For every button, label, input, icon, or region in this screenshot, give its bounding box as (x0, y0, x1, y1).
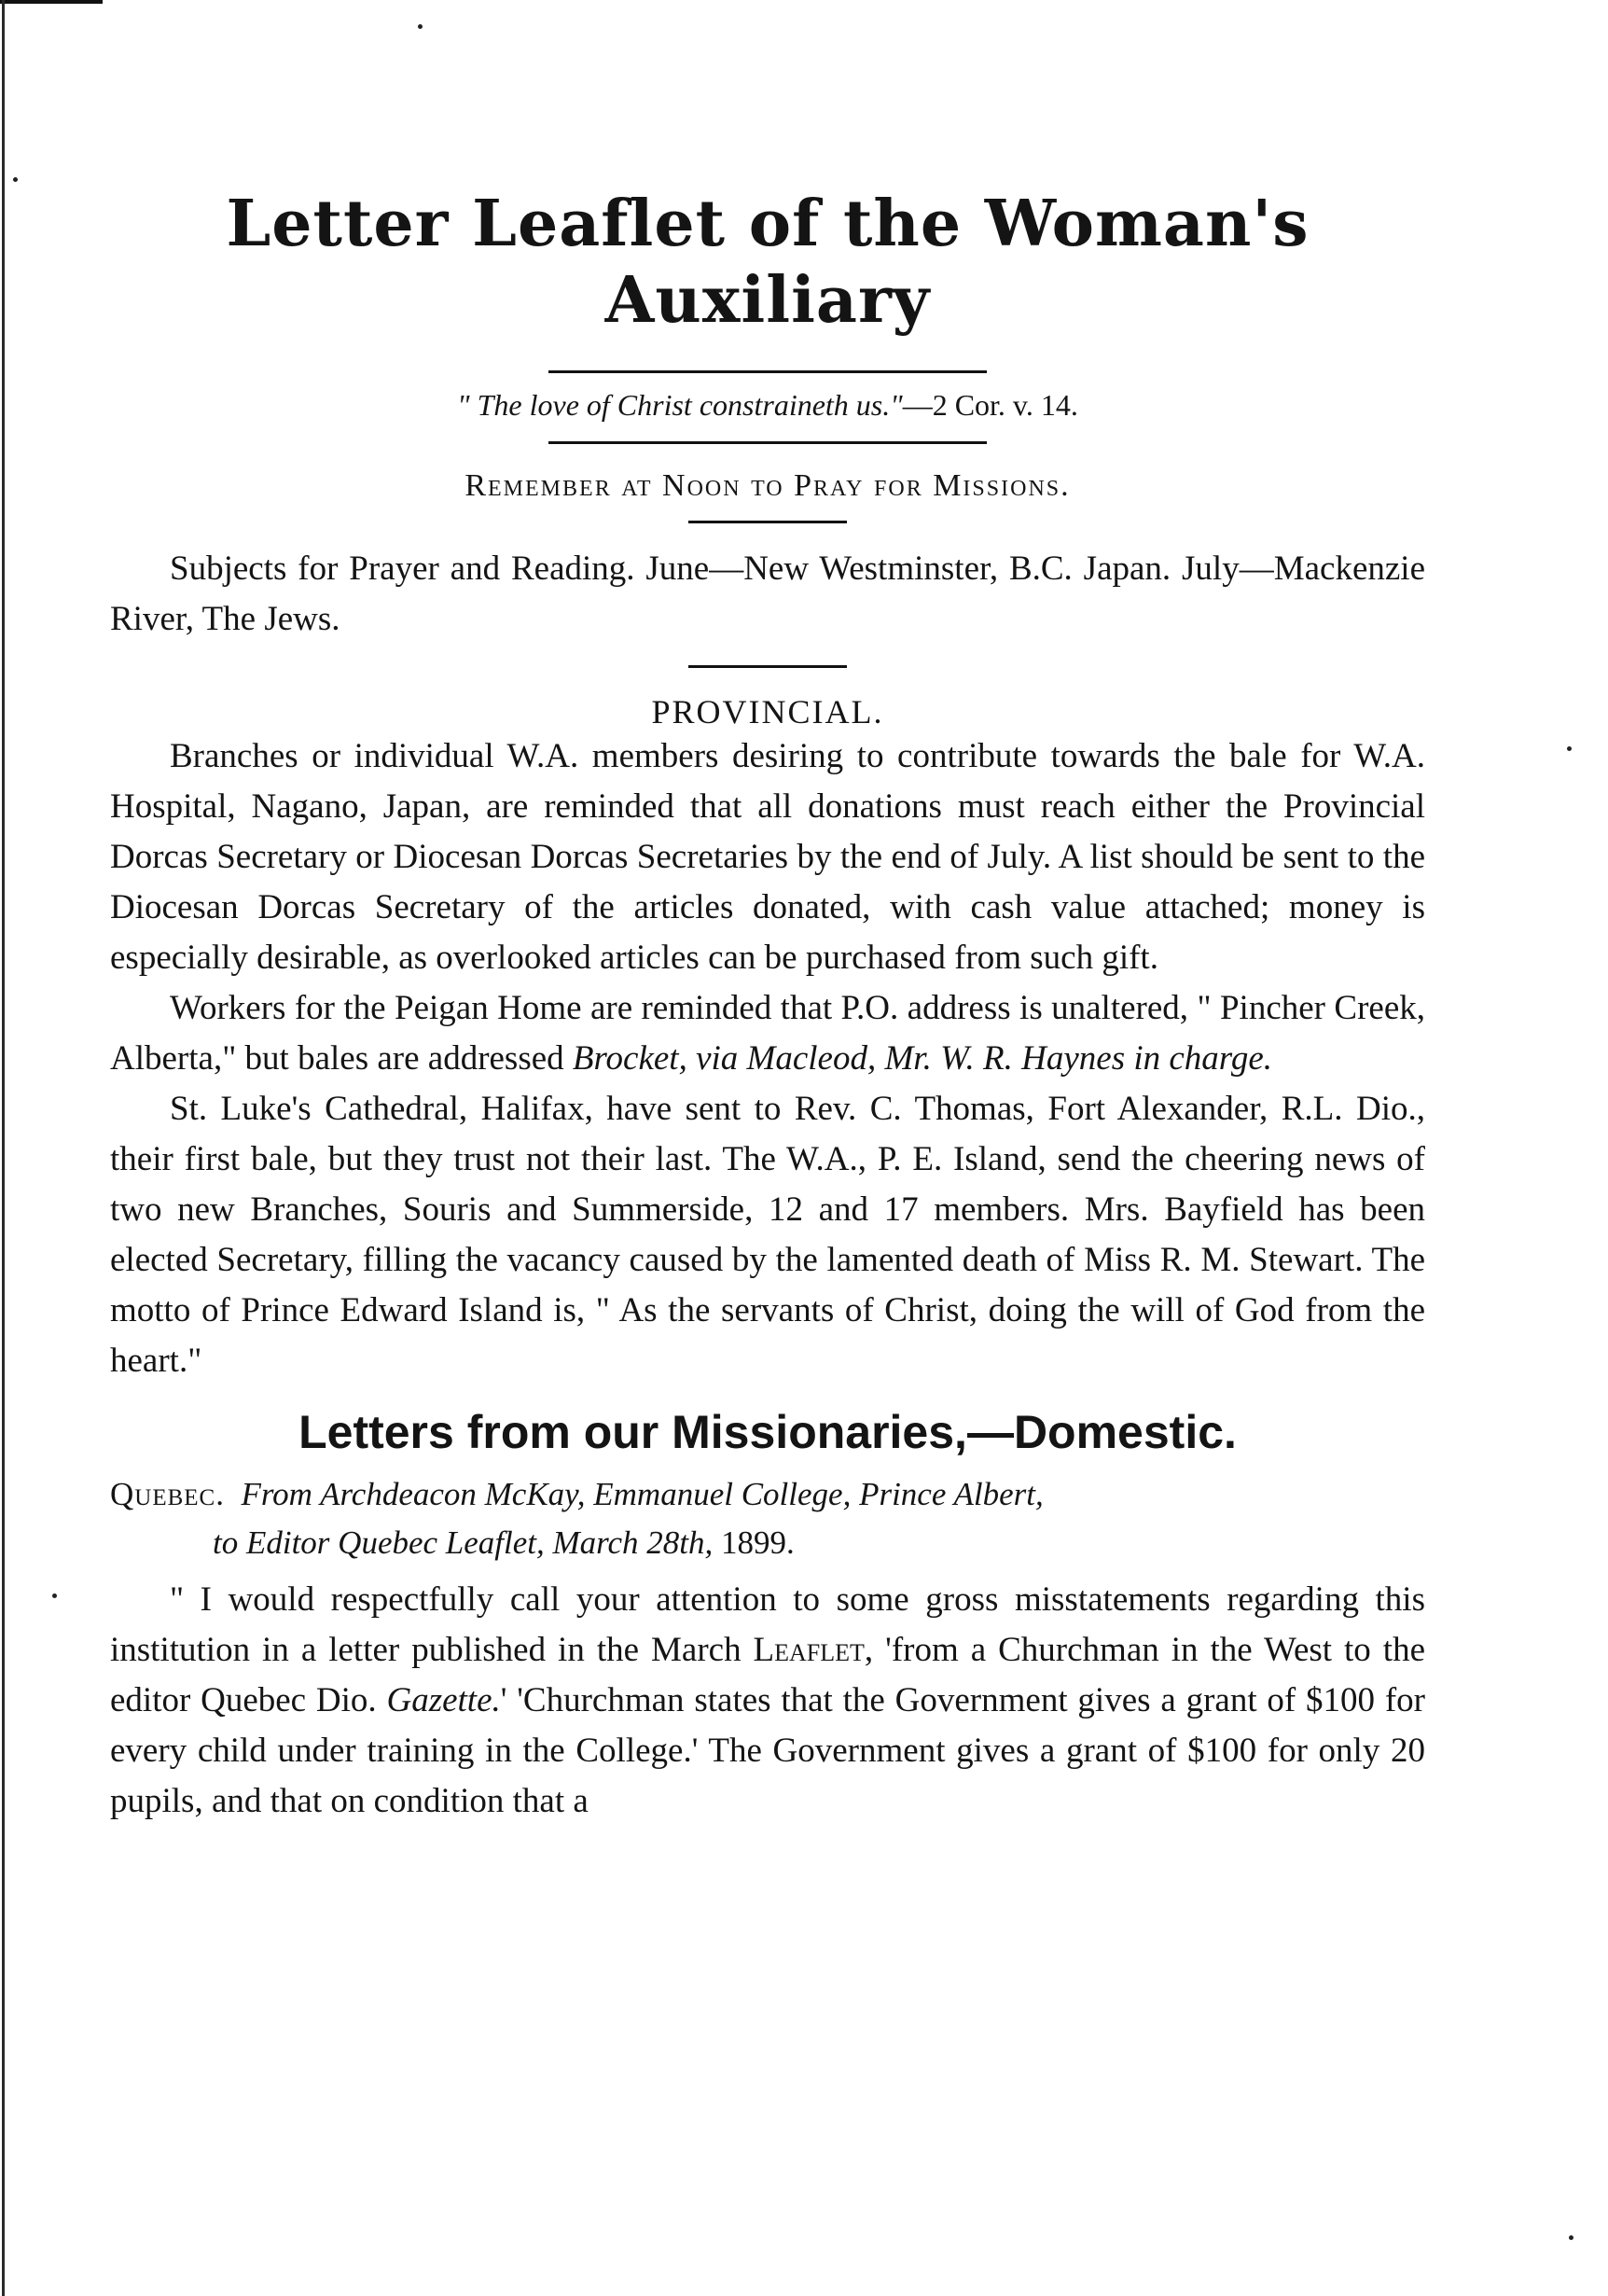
letter-text: , 'from a Churchman in the West to the editor Quebec Dio. (110, 1631, 1425, 1720)
letter-from: From Archdeacon McKay, Emmanuel College, Prince Albert, (241, 1476, 1044, 1513)
letter-text: " I would respectfully call your attention to some gross misstatements regarding this institution in a letter published in the March (110, 1580, 1425, 1670)
divider-rule (688, 665, 847, 668)
prayer-subjects: Subjects for Prayer and Reading. June—New Westminster, B.C. Japan. July—Mackenzie River, The Jews. (110, 550, 1425, 639)
top-rule (0, 0, 103, 4)
speck (52, 1593, 57, 1598)
divider-rule (548, 441, 987, 444)
speck (1569, 2235, 1573, 2240)
page-title: Letter Leaflet of the Woman's Auxiliary (226, 187, 1310, 338)
provincial-paragraph: St. Luke's Cathedral, Halifax, have sent to Rev. C. Thomas, Fort Alexander, R.L. Dio., their first bale, but they trust not their last. The W.A., P. E. Island, send the cheering news of two new Branches, Souris and Summerside, 12 and 17 members. Mrs. Bayfield has been elected Secretary, filling the vacancy caused by the lamented death of Miss R. M. Stewart. The motto of Prince Edward Island is, " As the servants of Christ, doing the will of God from the heart." (110, 1090, 1425, 1381)
speck (13, 177, 18, 182)
leaflet-name: Leaflet (753, 1631, 865, 1670)
letter-place: Quebec. (110, 1476, 225, 1513)
speck (1567, 746, 1572, 751)
letters-heading: Letters from our Missionaries,—Domestic. (298, 1406, 1237, 1459)
motto-reference: —2 Cor. v. 14. (902, 388, 1078, 423)
provincial-paragraph (110, 983, 1425, 1084)
provincial-paragraph: Branches or individual W.A. members desiring to contribute towards the bale for W.A. Hospital, Nagano, Japan, are reminded that all donations must reach either the Provincial Dorcas Secretary or Diocesan Dorcas Secretaries by the end of July. A list should be sent to the Diocesan Dorcas Secretary of the articles donated, with cash value attached; money is especially desirable, as overlooked articles can be purchased from such gift. (110, 737, 1425, 978)
provincial-heading: PROVINCIAL. (651, 693, 884, 731)
page-edge (2, 0, 5, 2296)
speck (418, 24, 423, 29)
peigan-home-address: Brocket, via Macleod, Mr. W. R. Haynes in charge. (572, 1039, 1272, 1078)
divider-rule (688, 521, 847, 523)
letter-body (110, 1575, 1425, 1827)
letter-text: ' 'Churchman states that the Government gives a grant of $100 for every child under training in the College.' The Government gives a grant of $100 for only 20 pupils, and that on condition that a (110, 1681, 1425, 1821)
letter-to: to Editor Quebec Leaflet, March 28th, (213, 1524, 714, 1562)
page-content (110, 187, 1425, 1827)
noon-prayer-reminder: Remember at Noon to Pray for Missions. (464, 468, 1071, 504)
letter-header (110, 1470, 1425, 1567)
peigan-home-text: Workers for the Peigan Home are reminded that P.O. address is unaltered, " Pincher Creek, Alberta," but bales are addressed (110, 989, 1425, 1078)
letter-year: 1899. (721, 1524, 795, 1562)
motto-quote: " The love of Christ constraineth us." (457, 388, 903, 423)
motto (110, 388, 1425, 423)
gazette-name: Gazette. (386, 1681, 501, 1720)
divider-rule (548, 370, 987, 373)
